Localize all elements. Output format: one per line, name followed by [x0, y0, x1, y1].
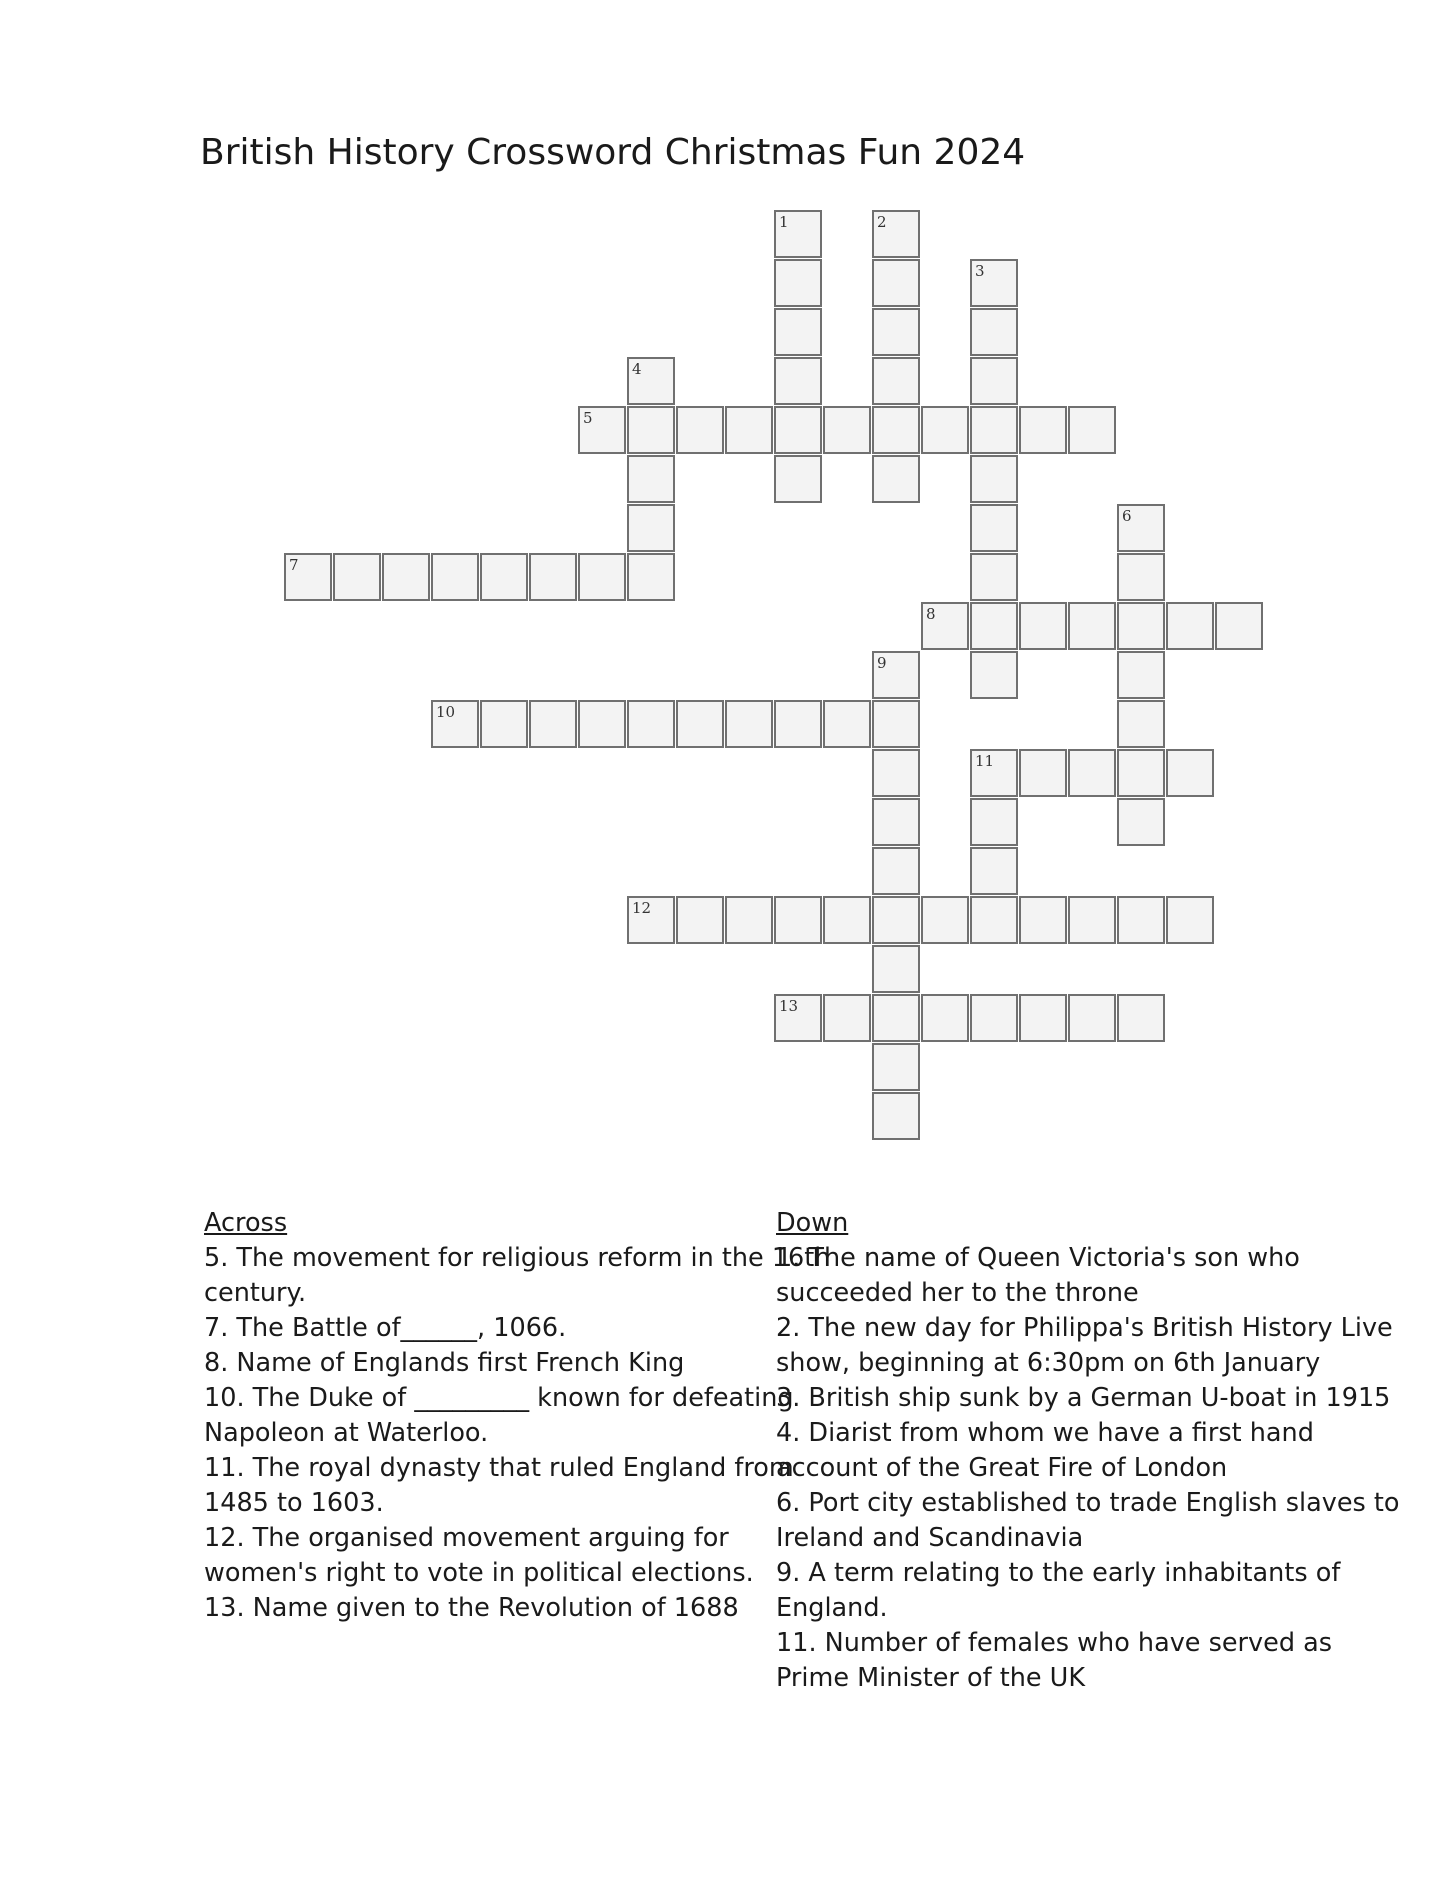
crossword-cell[interactable] — [333, 553, 381, 601]
crossword-cell[interactable] — [578, 553, 626, 601]
across-clue-line: 13. Name given to the Revolution of 1688 — [204, 1593, 739, 1623]
down-clue-line: England. — [776, 1593, 888, 1623]
crossword-cell[interactable] — [872, 259, 920, 307]
crossword-cell[interactable] — [970, 553, 1018, 601]
crossword-cell[interactable] — [1166, 749, 1214, 797]
crossword-cell[interactable] — [725, 406, 773, 454]
down-clue-line: 9. A term relating to the early inhabitants of — [776, 1558, 1341, 1588]
crossword-cell[interactable] — [1019, 406, 1067, 454]
crossword-cell[interactable] — [970, 308, 1018, 356]
crossword-cell[interactable] — [872, 357, 920, 405]
crossword-cell[interactable] — [921, 406, 969, 454]
crossword-cell[interactable] — [1117, 896, 1165, 944]
crossword-cell[interactable] — [1019, 749, 1067, 797]
down-clue-line: succeeded her to the throne — [776, 1278, 1139, 1308]
crossword-cell[interactable] — [1117, 994, 1165, 1042]
crossword-cell[interactable] — [774, 700, 822, 748]
across-clue-line: 5. The movement for religious reform in the 16th — [204, 1243, 831, 1273]
crossword-cell[interactable] — [970, 357, 1018, 405]
crossword-cell[interactable] — [627, 406, 675, 454]
crossword-cell[interactable] — [872, 945, 920, 993]
down-clue-line: show, beginning at 6:30pm on 6th January — [776, 1348, 1321, 1378]
crossword-cell[interactable] — [627, 700, 675, 748]
crossword-cell[interactable] — [578, 700, 626, 748]
down-clue-line: 4. Diarist from whom we have a first hand — [776, 1418, 1314, 1448]
crossword-cell[interactable] — [921, 602, 969, 650]
crossword-cell[interactable] — [970, 504, 1018, 552]
crossword-cell[interactable] — [1117, 700, 1165, 748]
crossword-cell[interactable] — [1117, 602, 1165, 650]
down-clue-line: 11. Number of females who have served as — [776, 1628, 1333, 1658]
crossword-cell[interactable] — [1117, 504, 1165, 552]
crossword-cell[interactable] — [970, 602, 1018, 650]
crossword-cell[interactable] — [480, 700, 528, 748]
clue-number: 3 — [975, 262, 985, 280]
crossword-cell[interactable] — [1019, 602, 1067, 650]
crossword-cell[interactable] — [627, 504, 675, 552]
crossword-cell[interactable] — [431, 700, 479, 748]
crossword-cell[interactable] — [1117, 749, 1165, 797]
crossword-cell[interactable] — [970, 259, 1018, 307]
crossword-cell[interactable] — [970, 749, 1018, 797]
across-clues — [204, 1206, 830, 1626]
clue-number: 7 — [289, 556, 299, 574]
down-clue-line: account of the Great Fire of London — [776, 1453, 1228, 1483]
crossword-cell[interactable] — [921, 896, 969, 944]
across-clue-line: 12. The organised movement arguing for — [204, 1523, 729, 1553]
crossword-cell[interactable] — [872, 210, 920, 258]
page-title: British History Crossword Christmas Fun 2024 — [200, 132, 1026, 173]
crossword-cell[interactable] — [1166, 602, 1214, 650]
clue-number: 4 — [632, 360, 642, 378]
crossword-cell[interactable] — [1117, 553, 1165, 601]
crossword-cell[interactable] — [872, 798, 920, 846]
clue-number: 12 — [632, 899, 652, 917]
clue-number: 2 — [877, 213, 887, 231]
crossword-cell[interactable] — [970, 847, 1018, 895]
across-clue-line: women's right to vote in political elections. — [204, 1558, 754, 1588]
crossword-cell[interactable] — [774, 406, 822, 454]
crossword-cell[interactable] — [1068, 896, 1116, 944]
crossword-cell[interactable] — [970, 651, 1018, 699]
crossword-cell[interactable] — [921, 994, 969, 1042]
across-heading: Across — [204, 1208, 288, 1238]
clue-number: 5 — [583, 409, 593, 427]
across-clue-line: 11. The royal dynasty that ruled England from — [204, 1453, 794, 1483]
crossword-cell[interactable] — [872, 651, 920, 699]
crossword-cell[interactable] — [970, 406, 1018, 454]
crossword-cell[interactable] — [774, 994, 822, 1042]
clue-number: 10 — [436, 703, 456, 721]
crossword-cell[interactable] — [627, 357, 675, 405]
crossword-cell[interactable] — [676, 896, 724, 944]
crossword-cell[interactable] — [774, 357, 822, 405]
crossword-cell[interactable] — [970, 896, 1018, 944]
crossword-cell[interactable] — [872, 847, 920, 895]
crossword-cell[interactable] — [872, 308, 920, 356]
crossword-cell[interactable] — [284, 553, 332, 601]
crossword-cell[interactable] — [725, 896, 773, 944]
crossword-cell[interactable] — [676, 406, 724, 454]
crossword-cell[interactable] — [480, 553, 528, 601]
crossword-cell[interactable] — [872, 455, 920, 503]
crossword-cell[interactable] — [970, 455, 1018, 503]
crossword-cell[interactable] — [725, 700, 773, 748]
crossword-cell[interactable] — [627, 896, 675, 944]
crossword-cell[interactable] — [1166, 896, 1214, 944]
down-clue-line: 6. Port city established to trade English slaves to — [776, 1488, 1400, 1518]
down-clues — [776, 1206, 1400, 1696]
crossword-cell[interactable] — [872, 749, 920, 797]
crossword-cell[interactable] — [578, 406, 626, 454]
clue-number: 11 — [975, 752, 995, 770]
across-clue-line: 10. The Duke of _________ known for defeating — [204, 1383, 794, 1413]
crossword-cell[interactable] — [382, 553, 430, 601]
crossword-cell[interactable] — [676, 700, 724, 748]
crossword-cell[interactable] — [970, 798, 1018, 846]
crossword-cell[interactable] — [627, 455, 675, 503]
crossword-cell[interactable] — [872, 700, 920, 748]
down-heading: Down — [776, 1208, 849, 1238]
crossword-cell[interactable] — [1019, 896, 1067, 944]
down-clue-line: Ireland and Scandinavia — [776, 1523, 1084, 1553]
crossword-cell[interactable] — [872, 406, 920, 454]
crossword-cell[interactable] — [774, 308, 822, 356]
across-clue-line: 7. The Battle of______, 1066. — [204, 1313, 567, 1343]
crossword-cell[interactable] — [529, 553, 577, 601]
crossword-cell[interactable] — [1068, 994, 1116, 1042]
crossword-cell[interactable] — [627, 553, 675, 601]
crossword-cell[interactable] — [1117, 651, 1165, 699]
crossword-cell[interactable] — [872, 994, 920, 1042]
clue-number: 1 — [779, 213, 789, 231]
crossword-cell[interactable] — [823, 406, 871, 454]
crossword-cell[interactable] — [872, 1092, 920, 1140]
across-clue-line: 8. Name of Englands first French King — [204, 1348, 685, 1378]
crossword-cell[interactable] — [1068, 406, 1116, 454]
crossword-cell[interactable] — [872, 896, 920, 944]
crossword-cell[interactable] — [872, 1043, 920, 1091]
crossword-cell[interactable] — [1215, 602, 1263, 650]
crossword-cell[interactable] — [529, 700, 577, 748]
crossword-cell[interactable] — [823, 896, 871, 944]
clue-number: 13 — [779, 997, 799, 1015]
crossword-cell[interactable] — [1117, 798, 1165, 846]
crossword-cell[interactable] — [1068, 749, 1116, 797]
across-clue-line: century. — [204, 1278, 307, 1308]
down-clue-line: 1. The name of Queen Victoria's son who — [776, 1243, 1300, 1273]
crossword-cell[interactable] — [1068, 602, 1116, 650]
down-clue-line: Prime Minister of the UK — [776, 1663, 1086, 1693]
crossword-cell[interactable] — [823, 700, 871, 748]
crossword-cell[interactable] — [774, 210, 822, 258]
crossword-cell[interactable] — [774, 455, 822, 503]
crossword-cell[interactable] — [774, 896, 822, 944]
clue-number: 9 — [877, 654, 887, 672]
across-clue-line: 1485 to 1603. — [204, 1488, 384, 1518]
down-clue-line: 2. The new day for Philippa's British History Live — [776, 1313, 1393, 1343]
clue-number: 8 — [926, 605, 936, 623]
clue-number: 6 — [1122, 507, 1132, 525]
crossword-cell[interactable] — [431, 553, 479, 601]
crossword-cell[interactable] — [970, 994, 1018, 1042]
down-clue-line: 3. British ship sunk by a German U-boat in 1915 — [776, 1383, 1391, 1413]
crossword-cell[interactable] — [823, 994, 871, 1042]
crossword-cell[interactable] — [774, 259, 822, 307]
crossword-cell[interactable] — [1019, 994, 1067, 1042]
across-clue-line: Napoleon at Waterloo. — [204, 1418, 489, 1448]
